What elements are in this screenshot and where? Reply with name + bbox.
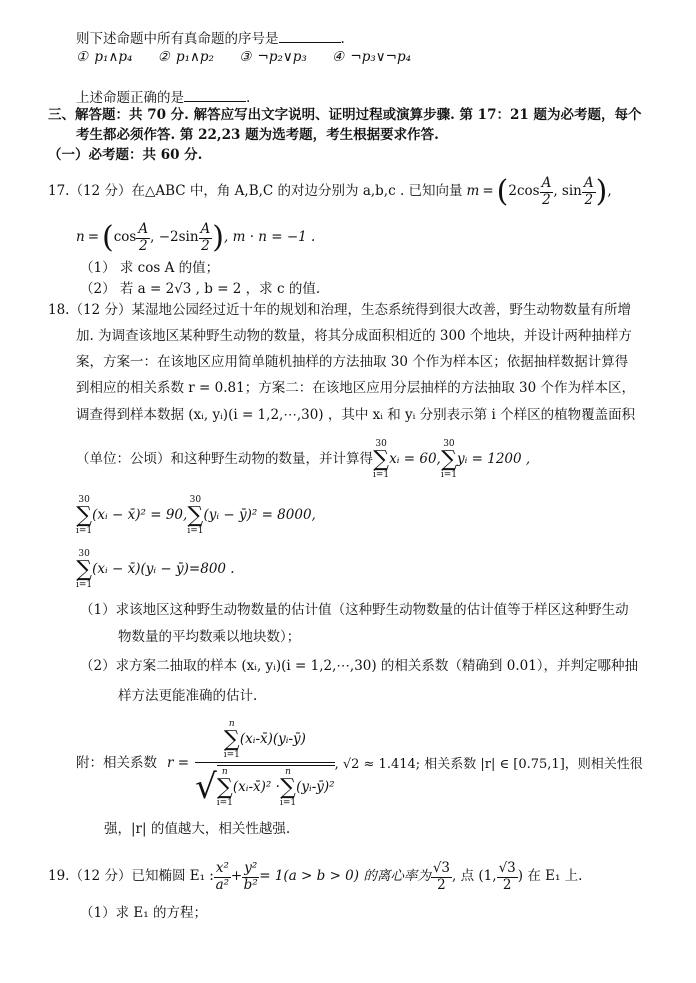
fraction-a-2	[540, 176, 554, 208]
frac-y2-b2	[242, 861, 259, 893]
frac-num: √3	[498, 859, 516, 876]
plus: +	[230, 868, 243, 885]
frac-den: b²	[243, 876, 258, 893]
q18-line2: 加. 为调查该地区某种野生动物的数量，将其分成面积相近的 300 个地块，并设计两种抽样方	[76, 328, 632, 344]
sum-lower: i=1	[187, 526, 204, 536]
options-line	[76, 51, 411, 65]
sum-symbol: ∑	[280, 775, 296, 800]
q17-text: 17.（12 分）在△ABC 中，角 A,B,C 的对边分别为 a,b,c . 已知向量	[48, 183, 463, 200]
frac-num: y²	[244, 859, 258, 876]
q18-part2-cont: 样方法更能准确的估计.	[118, 688, 258, 704]
sigma-icon	[76, 550, 92, 590]
q18-part2: （2）求方案二抽取的样本 (xᵢ, yᵢ)(i = 1,2,⋯,30) 的相关系数（精确到 0.01），并判定哪种抽	[80, 658, 639, 674]
q18-line4: 到相应的相关系数 r = 0.81；方案二：在该地区应用分层抽样的方法抽取 30 个作为样本区，	[76, 380, 635, 396]
den-y: (yᵢ-ȳ)²	[296, 779, 335, 796]
correlation-formula	[76, 720, 643, 808]
frac-num: √3	[432, 859, 451, 876]
frac-den: 2	[138, 237, 148, 254]
sin-term: , −2sin	[150, 229, 199, 246]
section-heading-cont: 考生都必须作答. 第 22,23 题为选考题，考生根据要求作答.	[76, 127, 439, 143]
sum-lower: i=1	[279, 798, 297, 808]
frac-den: 2	[201, 237, 210, 254]
q18-part1: （1）求该地区这种野生动物数量的估计值（这种野生动物数量的估计值等于样区这种野生动	[80, 602, 629, 618]
fraction-denominator	[195, 763, 335, 808]
sigma-icon	[280, 768, 296, 808]
paren-close: )	[212, 220, 225, 255]
frac-den: 2	[502, 876, 512, 893]
paren-open: (	[496, 174, 509, 209]
sum-upper: n	[285, 767, 291, 777]
sum-symbol: ∑	[76, 503, 92, 528]
q19-text: 19.（12 分）已知椭圆 E₁ :	[48, 868, 214, 885]
fraction-numerator	[195, 720, 335, 763]
correct-text: 上述命题正确的是	[76, 90, 184, 106]
sum-symbol: ∑	[216, 775, 233, 800]
formula-note: 强，|r| 的值越大，相关性越强.	[104, 821, 291, 837]
frac-num: A	[200, 220, 211, 237]
sum-upper: 30	[78, 549, 90, 559]
subsection-heading: （一）必考题：共 60 分.	[48, 147, 203, 163]
sum-lower: i=1	[76, 580, 93, 590]
vector-n: n	[76, 229, 85, 246]
frac-den: 2	[542, 191, 551, 208]
paren-open: (	[102, 220, 114, 255]
point-end: ) 在 E₁ 上.	[517, 868, 583, 885]
q17-vector-n	[76, 216, 315, 260]
option-3: ③ ¬p₂∨p₃	[239, 49, 307, 65]
sum-x: xᵢ = 60,	[389, 451, 441, 468]
option-2: ② p₁∧p₂	[157, 49, 214, 65]
ellipse-cond: = 1(a > b > 0) 的离心率为	[259, 868, 431, 885]
frac-den: 2	[584, 191, 594, 208]
vector-m: m	[466, 183, 480, 200]
answer-blank-2	[184, 89, 246, 102]
q17-part2: （2） 若 a = 2√3 , b = 2 ，求 c 的值.	[80, 281, 321, 297]
sum-lower: i=1	[76, 526, 93, 536]
fraction-a-2c	[136, 222, 150, 254]
frac-sqrt3-2b	[497, 861, 518, 893]
sum-xx: (xᵢ − x̄)² = 90,	[92, 507, 188, 524]
answer-blank	[279, 30, 341, 43]
q18-line8	[76, 548, 235, 592]
q19-stem	[48, 852, 582, 902]
blank-question-line	[76, 30, 345, 47]
sum-upper: 30	[443, 439, 455, 449]
sum-yy: (yᵢ − ȳ)² = 8000,	[203, 507, 316, 524]
q18-line3: 案，方案一：在该地区应用简单随机抽样的方法抽取 30 个作为样本区；依据抽样数据计算得	[76, 354, 629, 370]
sigma-icon	[76, 496, 92, 536]
sqrt-body	[217, 765, 335, 808]
period: .	[246, 90, 251, 106]
frac-num: A	[138, 220, 149, 237]
frac-den: 2	[437, 876, 446, 893]
r-equals: r =	[167, 755, 190, 772]
frac-x2-a2	[214, 861, 231, 893]
correct-line	[76, 89, 250, 106]
sum-lower: i=1	[223, 750, 240, 760]
cos-term: 2cos	[508, 183, 540, 200]
formula-tail: , √2 ≈ 1.414; 相关系数 |r| ∈ [0.75,1]，则相关性很	[334, 756, 643, 772]
q17-stem	[48, 170, 612, 214]
paren-close: )	[595, 174, 608, 209]
num-expr: (xᵢ-x̄)(yᵢ-ȳ)	[239, 731, 306, 748]
q18-line5: 调查得到样本数据 (xᵢ, yᵢ)(i = 1,2,⋯,30) ，其中 xᵢ 和 yᵢ 分别表示第 i 个样区的植物覆盖面积	[76, 407, 636, 423]
sigma-icon	[441, 440, 457, 480]
q18-line7	[76, 494, 316, 538]
frac-num: A	[541, 174, 552, 191]
big-fraction	[195, 720, 335, 808]
option-4: ④ ¬p₃∨¬p₄	[332, 49, 412, 65]
sum-upper: n	[228, 719, 235, 729]
sum-lower: i=1	[373, 470, 390, 480]
q18-part1-cont: 物数量的平均数乘以地块数）；	[118, 629, 301, 645]
equals: =	[87, 229, 100, 246]
sum-y: yᵢ = 1200 ,	[457, 451, 531, 468]
period: .	[340, 31, 345, 47]
fraction-a-2d	[199, 222, 213, 254]
cos-term: cos	[113, 229, 137, 246]
question-text: 则下述命题中所有真命题的序号是	[76, 31, 279, 47]
formula-label: 附：相关系数	[76, 755, 157, 772]
point-text: , 点 (1,	[452, 868, 497, 885]
sigma-icon	[224, 720, 240, 760]
frac-num: x²	[215, 859, 229, 876]
sum-symbol: ∑	[187, 503, 204, 528]
sum-lower: i=1	[440, 470, 458, 480]
frac-den: a²	[215, 876, 230, 893]
fraction-a-2b	[582, 176, 596, 208]
q18-line6	[76, 438, 530, 482]
comma: ,	[607, 183, 612, 200]
sum-symbol: ∑	[76, 557, 92, 582]
sum-xy: (xᵢ − x̄)(yᵢ − ȳ)=800 .	[92, 561, 235, 578]
sigma-icon	[373, 440, 389, 480]
q18-line1: 18.（12 分）某湿地公园经过近十年的规划和治理，生态系统得到很大改善，野生动物数量有所增	[48, 302, 631, 318]
q19-part1: （1）求 E₁ 的方程；	[80, 905, 207, 921]
sum-upper: 30	[189, 495, 202, 505]
frac-sqrt3-2	[431, 861, 452, 893]
sum-upper: 30	[375, 439, 387, 449]
frac-num: A	[583, 174, 594, 191]
sum-symbol: ∑	[223, 727, 240, 752]
sum-lower: i=1	[216, 798, 233, 808]
sigma-icon	[187, 496, 203, 536]
sum-upper: 30	[78, 495, 90, 505]
option-1: ① p₁∧p₄	[76, 49, 133, 65]
equals: =	[482, 183, 494, 200]
q18-text: （单位：公顷）和这种野生动物的数量，并计算得	[76, 451, 373, 468]
sum-symbol: ∑	[373, 447, 389, 472]
sigma-icon	[217, 768, 233, 808]
dot-product: , m · n = −1 .	[224, 229, 316, 246]
sum-upper: n	[221, 767, 228, 777]
sqrt-icon: √	[195, 766, 217, 807]
den-x: (xᵢ-x̄)² ·	[232, 779, 280, 796]
q17-part1: （1） 求 cos A 的值；	[80, 260, 220, 276]
section-heading: 三、解答题：共 70 分. 解答应写出文字说明、证明过程或演算步骤. 第 17：21 题为必考题，每个	[48, 107, 642, 123]
sum-symbol: ∑	[441, 447, 457, 472]
sin-term: , sin	[553, 183, 582, 200]
